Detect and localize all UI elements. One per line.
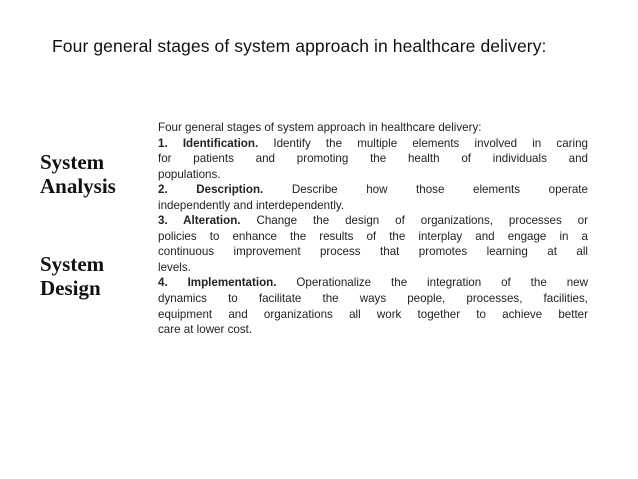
stage-3-heading: 3. Alteration. xyxy=(158,214,241,228)
stage-2-heading: 2. Description. xyxy=(158,183,264,197)
stage-3-line-1: Change the design of organizations, processes or xyxy=(256,214,588,228)
stage-2-line-2: independently and interdependently. xyxy=(158,198,345,212)
stage-1-first-line xyxy=(158,136,588,152)
stage-2-line-1: Describe how those elements operate xyxy=(291,183,588,197)
stage-1-line-3: populations. xyxy=(158,167,221,181)
stage-1-line-2: for patients and promoting the health of individuals and xyxy=(158,152,588,166)
stage-4-line-3: equipment and organizations all work together to achieve better xyxy=(158,307,588,321)
intro-line: Four general stages of system approach in healthcare delivery: xyxy=(158,121,482,134)
stage-3-line-3: continuous improvement process that promotes learning at all xyxy=(158,245,588,259)
system-analysis-label xyxy=(40,150,116,198)
stages-text-block xyxy=(158,120,588,338)
stage-3-line-4: levels. xyxy=(158,260,191,274)
slide-title: Four general stages of system approach in healthcare delivery: xyxy=(52,36,547,56)
stage-1-heading: 1. Identification. xyxy=(158,136,259,150)
stage-4-line-2: dynamics to facilitate the ways people, processes, facilities, xyxy=(158,292,588,306)
system-design-line-2: Design xyxy=(40,276,101,300)
stage-4-line-4: care at lower cost. xyxy=(158,323,253,337)
stage-2-first-line xyxy=(158,182,588,198)
stage-4-line-1: Operationalize the integration of the new xyxy=(296,276,588,290)
stage-1-line-1: Identify the multiple elements involved in caring xyxy=(273,136,588,150)
system-analysis-line-1: System xyxy=(40,150,105,174)
stage-3-line-2: policies to enhance the results of the interplay and engage in a xyxy=(158,229,588,243)
stage-4-heading: 4. Implementation. xyxy=(158,276,277,290)
system-design-line-1: System xyxy=(40,252,105,276)
system-design-label xyxy=(40,252,104,300)
system-analysis-line-2: Analysis xyxy=(40,174,116,198)
stage-3-first-line xyxy=(158,213,588,229)
stage-4-first-line xyxy=(158,275,588,291)
